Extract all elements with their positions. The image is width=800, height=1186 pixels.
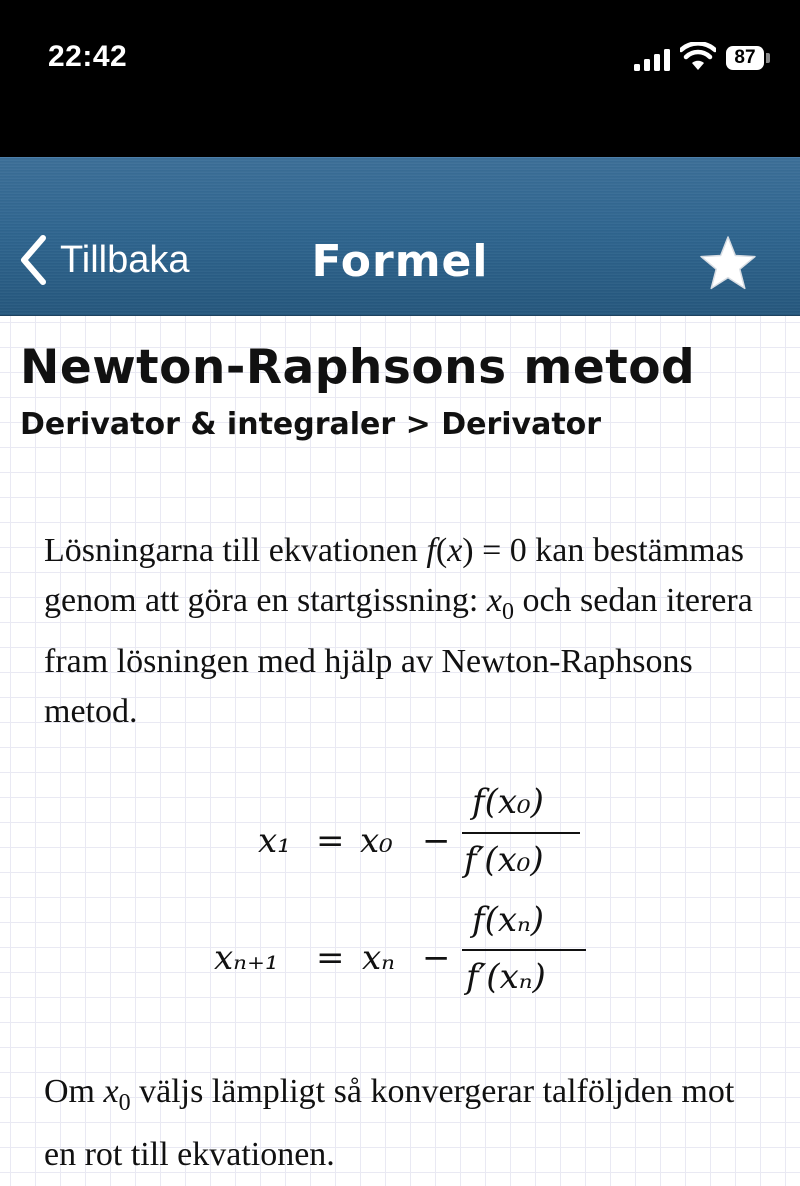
status-bar — [0, 0, 800, 157]
math-variable: f — [426, 532, 436, 569]
text-span: och sedan iterera fram lösningen med hjälp av Newton-Raphsons metod. — [44, 582, 753, 730]
formula-general-iteration — [0, 316, 800, 1186]
math-variable: x — [486, 582, 502, 619]
text-span: Lösningarna till ekvationen — [44, 532, 427, 569]
formula-1-equals: = — [316, 821, 345, 861]
formula-2-equals: = — [316, 938, 345, 978]
formula-1-denominator: f′(x₀) — [464, 840, 544, 880]
star-icon[interactable] — [698, 234, 758, 294]
formula-2-numerator: f(xₙ) — [472, 900, 545, 940]
formula-2-denominator: f′(xₙ) — [466, 957, 546, 997]
text-span: ) = 0 kan bestämmas genom att göra en startgissning: — [44, 532, 744, 619]
formula-1-minus: − — [422, 821, 451, 861]
status-time: 22:42 — [48, 40, 128, 73]
battery-level: 87 — [734, 47, 756, 68]
back-button-label: Tillbaka — [60, 238, 190, 281]
conclusion-paragraph — [44, 1066, 764, 1181]
formula-2-minus: − — [422, 938, 451, 978]
math-variable: x — [447, 532, 463, 569]
text-span: ( — [435, 532, 448, 569]
formula-2-lhs: xₙ₊₁ — [214, 938, 279, 978]
battery-icon — [726, 46, 764, 70]
math-subscript: 0 — [118, 1090, 131, 1116]
formula-1-numerator: f(x₀) — [472, 782, 544, 822]
battery-nub — [766, 53, 770, 63]
formula-1-lhs: x₁ — [258, 821, 291, 861]
nav-title: Formel — [311, 236, 489, 287]
formula-2-rhs-term: xₙ — [362, 938, 395, 978]
text-span: väljs lämpligt så konvergerar talföljden mot en rot till ekvationen. — [44, 1073, 735, 1173]
formula-1-rhs-term: x₀ — [360, 821, 393, 861]
page-title: Newton-Raphsons metod — [20, 340, 696, 395]
text-span: Om — [44, 1073, 104, 1110]
navigation-bar — [0, 157, 800, 317]
cellular-signal-icon — [634, 49, 674, 71]
math-variable: x — [103, 1073, 119, 1110]
breadcrumb: Derivator & integraler > Derivator — [20, 407, 602, 442]
formula-2-fraction-bar — [462, 949, 586, 951]
math-subscript: 0 — [501, 599, 514, 625]
formula-content — [0, 316, 800, 1186]
wifi-icon — [680, 42, 716, 72]
